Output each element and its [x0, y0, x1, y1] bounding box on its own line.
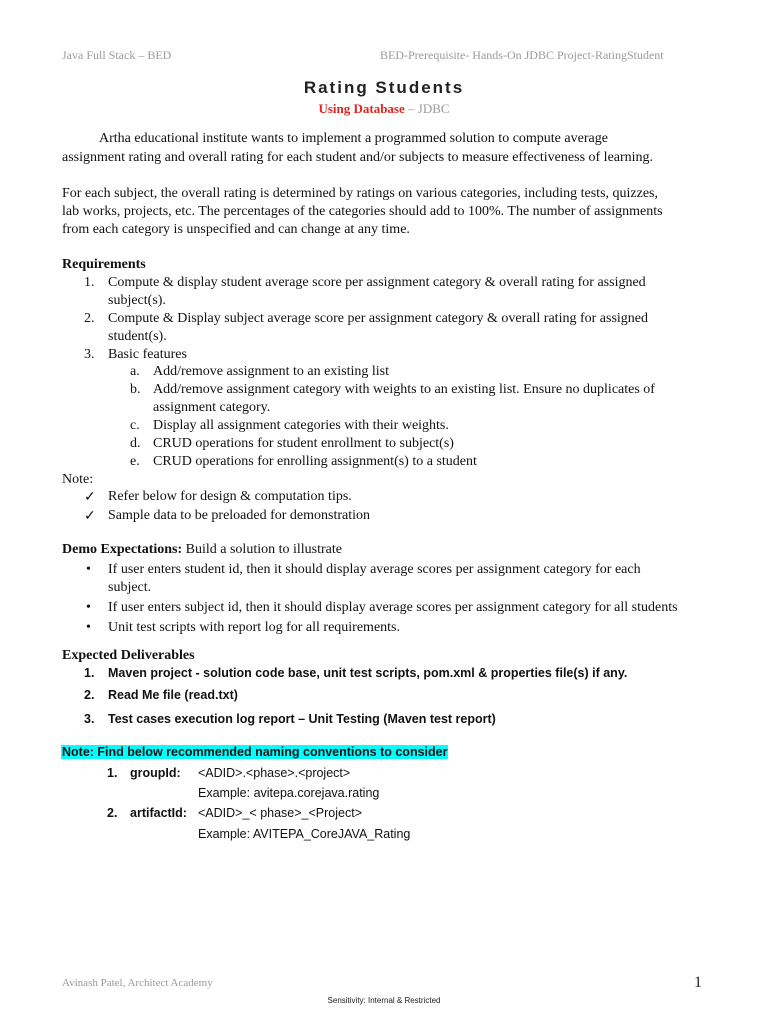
page-number: 1	[694, 974, 702, 991]
req-1-num: 1.	[84, 275, 95, 290]
subtitle-jdbc: – JDBC	[408, 101, 450, 116]
para2-line-1: For each subject, the overall rating is determined by ratings on various categories, including tests, quizzes,	[62, 186, 658, 201]
check-icon: ✓	[84, 509, 96, 524]
page-subtitle	[0, 101, 768, 117]
page-title: Rating Students	[303, 78, 465, 97]
header-left: Java Full Stack – BED	[62, 48, 172, 62]
para2-line-3: from each category is unspecified and can change at any time.	[62, 222, 410, 237]
bullet-icon: •	[86, 600, 91, 615]
header-right: BED-Prerequisite- Hands-On JDBC Project-RatingStudent	[380, 48, 664, 62]
req-2-line-2: student(s).	[108, 329, 167, 344]
demo-label: Demo Expectations:	[62, 542, 183, 557]
demo-item-3: Unit test scripts with report log for all requirements.	[108, 620, 400, 635]
req-3b-line-1: Add/remove assignment category with weights to an existing list. Ensure no duplicates of	[153, 382, 655, 397]
requirements-heading: Requirements	[62, 257, 146, 272]
req-3c-text: Display all assignment categories with their weights.	[153, 418, 449, 433]
note-label: Note:	[62, 472, 94, 487]
req-3d-text: CRUD operations for student enrollment to subject(s)	[153, 436, 454, 451]
req-1-line-2: subject(s).	[108, 293, 166, 308]
req-3d-letter: d.	[130, 436, 141, 451]
footer-author: Avinash Patel, Architect Academy	[62, 977, 213, 989]
subtitle-using-database: Using Database	[318, 101, 405, 116]
req-2-line-1: Compute & Display subject average score per assignment category & overall rating for assigned	[108, 311, 648, 326]
req-3e-letter: e.	[130, 454, 140, 469]
demo-item-1-line-1: If user enters student id, then it should display average scores per assignment category for each	[108, 562, 641, 577]
intro-line-2: assignment rating and overall rating for each student and/or subjects to measure effectiveness of learning.	[62, 150, 654, 165]
naming-2-num: 2.	[107, 806, 118, 820]
demo-item-1-line-2: subject.	[108, 580, 152, 595]
bullet-icon: •	[86, 562, 91, 577]
deliverable-3-text: Test cases execution log report – Unit Testing (Maven test report)	[108, 712, 496, 726]
deliverable-1-num: 1.	[84, 666, 95, 680]
demo-item-2: If user enters subject id, then it should display average scores per assignment category for all students	[108, 600, 678, 615]
note-item-2: Sample data to be preloaded for demonstration	[108, 508, 371, 523]
demo-text: Build a solution to illustrate	[182, 542, 342, 557]
naming-2-key: artifactId:	[130, 806, 187, 820]
sensitivity-label: Sensitivity: Internal & Restricted	[327, 996, 441, 1005]
req-3a-text: Add/remove assignment to an existing list	[153, 364, 390, 379]
deliverables-heading: Expected Deliverables	[62, 648, 195, 663]
deliverable-1-text: Maven project - solution code base, unit test scripts, pom.xml & properties file(s) if any.	[108, 666, 628, 680]
note-item-1: Refer below for design & computation tips.	[108, 489, 352, 504]
naming-1-value: <ADID>.<phase>.<project>	[198, 766, 351, 780]
naming-note-highlight	[61, 743, 448, 761]
demo-expectations	[62, 542, 342, 558]
deliverable-2-num: 2.	[84, 688, 95, 702]
req-3a-letter: a.	[130, 364, 140, 379]
req-3c-letter: c.	[130, 418, 140, 433]
req-3e-text: CRUD operations for enrolling assignment(s) to a student	[153, 454, 477, 469]
naming-1-key: groupId:	[130, 766, 181, 780]
deliverable-2-text: Read Me file (read.txt)	[108, 688, 238, 702]
naming-1-example: Example: avitepa.corejava.rating	[198, 786, 380, 800]
req-3-num: 3.	[84, 347, 95, 362]
bullet-icon: •	[86, 620, 91, 635]
req-3b-letter: b.	[130, 382, 141, 397]
naming-2-example: Example: AVITEPA_CoreJAVA_Rating	[198, 827, 411, 841]
check-icon: ✓	[84, 490, 96, 505]
req-1-line-1: Compute & display student average score per assignment category & overall rating for assigned	[108, 275, 646, 290]
naming-1-num: 1.	[107, 766, 118, 780]
deliverable-3-num: 3.	[84, 712, 95, 726]
req-2-num: 2.	[84, 311, 95, 326]
req-3b-line-2: assignment category.	[153, 400, 271, 415]
req-3-line-1: Basic features	[108, 347, 187, 362]
naming-2-value: <ADID>_< phase>_<Project>	[198, 806, 363, 820]
naming-note-text: Note: Find below recommended naming conventions to consider	[62, 745, 448, 759]
para2-line-2: lab works, projects, etc. The percentages of the categories should add to 100%. The number of assignments	[62, 204, 663, 219]
intro-line-1: Artha educational institute wants to implement a programmed solution to compute average	[99, 131, 608, 146]
